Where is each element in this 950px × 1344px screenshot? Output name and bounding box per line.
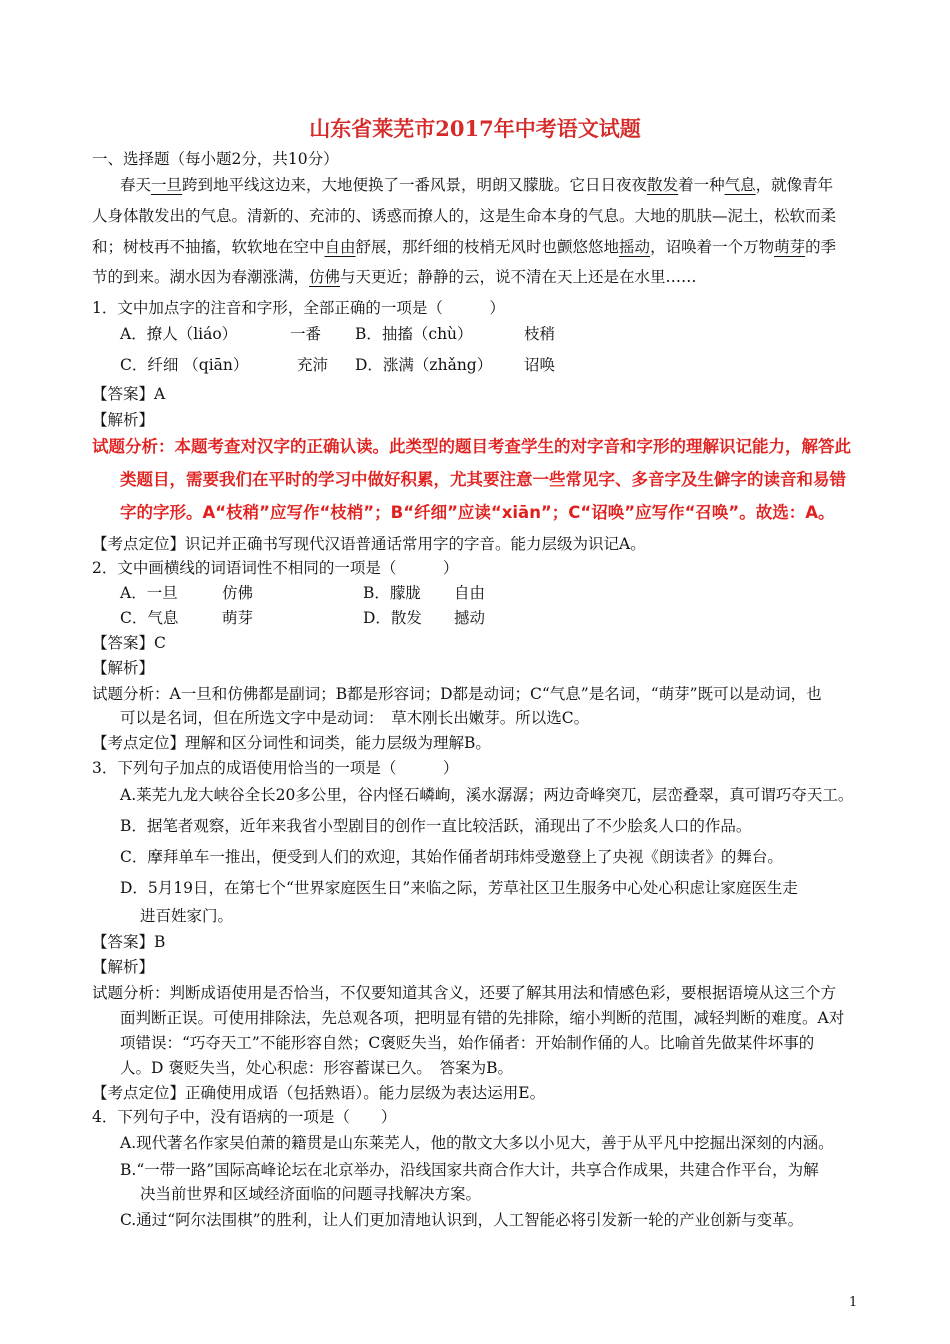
q3-option-c: C．摩拜单车一推出，便受到人们的欢迎，其始作俑者胡玮炜受邀登上了央视《朗读者》的舞台。: [120, 848, 783, 866]
q3-analysis-line-2: 面判断正误。可使用排除法，先总观各项，把明显有错的先排除，缩小判断的范围，减轻判断的难度。A对: [120, 1009, 845, 1027]
passage-line-2: 人身体散发出的气息。清新的、充沛的、诱惑而撩人的，这是生命本身的气息。大地的肌肤—泥土，松软而柔: [92, 207, 837, 225]
q2-option-a-word: 仿佛: [222, 584, 254, 602]
underlined-word: 摇动: [619, 238, 651, 256]
q4-option-b-line-2: 决当前世界和区域经济面临的问题寻找解决方案。: [140, 1185, 482, 1203]
q2-analysis-line-2: 可以是名词，但在所选文字中是动词： 草木刚长出嫩芽。所以选C。: [120, 709, 590, 727]
q2-option-c: C．气息: [120, 609, 179, 627]
q3-analysis-line-1: 试题分析：判断成语使用是否恰当，不仅要知道其含义，还要了解其用法和情感色彩，要根据语境从这三个方: [92, 984, 837, 1002]
q1-option-b: B．抽搐（chù）: [355, 325, 473, 343]
underlined-word: 一旦: [151, 176, 183, 194]
question-1-stem: 1．文中加点字的注音和字形，全部正确的一项是（ ）: [92, 299, 505, 317]
question-3-stem: 3．下列句子加点的成语使用恰当的一项是（ ）: [92, 759, 459, 777]
q2-option-b: B．朦胧: [363, 584, 421, 602]
q1-analysis-line-3: 字的字形。A“枝稍”应写作“枝梢”；B“纤细”应读“xiān”；C“诏唤”应写作“召唤”。故选：A。: [120, 503, 835, 522]
q4-option-b-line-1: B.“一带一路”国际高峰论坛在北京举办，沿线国家共商合作大计，共享合作成果，共建合作平台，为解: [120, 1161, 819, 1179]
q1-option-d: D．涨满（zhǎng）: [355, 356, 493, 374]
underlined-word: 萌芽: [774, 238, 806, 256]
question-4-stem: 4．下列句子中，没有语病的一项是（ ）: [92, 1108, 397, 1126]
underlined-word: 气息: [724, 176, 756, 194]
q3-point: 【考点定位】正确使用成语（包括熟语）。能力层级为表达运用E。: [92, 1084, 546, 1102]
q1-analysis-line-1: 试题分析：本题考查对汉字的正确认读。此类型的题目考查学生的对字音和字形的理解识记能力，解答此: [92, 437, 851, 456]
q1-analysis-label: 【解析】: [92, 411, 155, 429]
q2-option-a: A．一旦: [120, 584, 178, 602]
q3-option-d-line-2: 进百姓家门。: [140, 907, 234, 925]
q3-option-a: A.莱芜九龙大峡谷全长20多公里，谷内怪石嶙峋，溪水潺潺；两边奇峰突兀，层峦叠翠，真可谓巧夺天工。: [120, 786, 854, 804]
question-2-stem: 2．文中画横线的词语词性不相同的一项是（ ）: [92, 559, 459, 577]
q3-option-d-line-1: D．5月19日，在第七个“世界家庭医生日”来临之际，芳草社区卫生服务中心处心积虑让家庭医生走: [120, 879, 798, 897]
passage-line-3: 和；树枝再不抽搐，软软地在空中自由舒展，那纤细的枝梢无风时也颤悠悠地摇动，诏唤着一个万物萌芽的季: [92, 238, 837, 256]
passage-line-4: 节的到来。湖水因为春潮涨满，仿佛与天更近；静静的云，说不清在天上还是在水里……: [92, 268, 697, 286]
q2-point: 【考点定位】理解和区分词性和词类，能力层级为理解B。: [92, 734, 491, 752]
q2-option-c-word: 萌芽: [222, 609, 254, 627]
underlined-word: 散发: [647, 176, 679, 194]
q1-analysis-line-2: 类题目，需要我们在平时的学习中做好积累，尤其要注意一些常见字、多音字及生僻字的读音和易错: [120, 470, 846, 489]
q1-answer: 【答案】A: [92, 385, 166, 403]
q4-option-c: C.通过“阿尔法围棋”的胜利，让人们更加清地认识到，人工智能必将引发新一轮的产业创新与变革。: [120, 1211, 804, 1229]
q2-option-d-word: 撼动: [454, 609, 486, 627]
q1-option-a-word: 一番: [290, 325, 322, 343]
q1-option-a: A．撩人（liáo）: [120, 325, 238, 343]
q4-option-a: A.现代著名作家吴伯萧的籍贯是山东莱芜人，他的散文大多以小见大，善于从平凡中挖掘出深刻的内涵。: [120, 1134, 834, 1152]
section-heading: 一、选择题（每小题2分，共10分）: [92, 150, 339, 168]
q2-analysis-label: 【解析】: [92, 659, 155, 677]
q1-option-d-word: 诏唤: [524, 356, 556, 374]
q3-option-b: B．据笔者观察，近年来我省小型剧目的创作一直比较活跃，涌现出了不少脍炙人口的作品。: [120, 817, 752, 835]
q3-answer: 【答案】B: [92, 933, 166, 951]
q2-analysis-line-1: 试题分析：A一旦和仿佛都是副词；B都是形容词；D都是动词；C“气息”是名词，“萌芽”既可以是动词，也: [92, 685, 822, 703]
underlined-word: 仿佛: [309, 268, 341, 286]
q2-answer: 【答案】C: [92, 634, 166, 652]
q3-analysis-line-3: 项错误：“巧夺天工”不能形容自然；C褒贬失当，始作俑者：开始制作俑的人。比喻首先做某件坏事的: [120, 1034, 815, 1052]
q3-analysis-label: 【解析】: [92, 958, 155, 976]
document-title: 山东省莱芜市2017年中考语文试题: [309, 116, 641, 141]
q1-option-c: C．纤细 （qiān）: [120, 356, 249, 374]
underlined-word: 自由: [324, 238, 356, 256]
q1-option-b-word: 枝稍: [524, 325, 556, 343]
page-number: 1: [849, 1295, 858, 1310]
q1-option-c-word: 充沛: [297, 356, 329, 374]
passage-line-1: 春天一旦跨到地平线这边来，大地便换了一番风景，明朗又朦胧。它日日夜夜散发着一种气息，就像青年: [120, 176, 834, 194]
q1-point: 【考点定位】识记并正确书写现代汉语普通话常用字的字音。能力层级为识记A。: [92, 535, 646, 553]
q2-option-b-word: 自由: [454, 584, 486, 602]
q3-analysis-line-4: 人。D 褒贬失当，处心积虑：形容蓄谋已久。 答案为B。: [120, 1059, 513, 1077]
q2-option-d: D．散发: [363, 609, 422, 627]
